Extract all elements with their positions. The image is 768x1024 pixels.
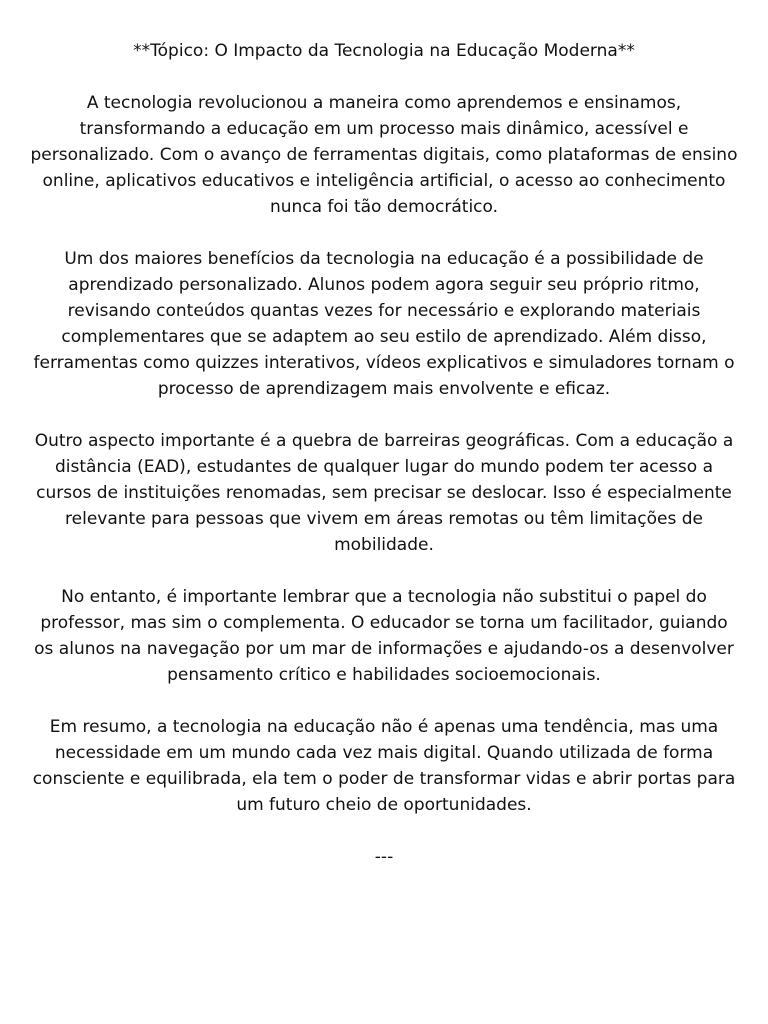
document-body <box>30 38 738 870</box>
paragraph-intro: A tecnologia revolucionou a maneira como aprendemos e ensinamos, transformando a educação em um processo mais dinâmico, acessível e personalizado. Com o avanço de ferramentas digitais, como plataformas de ensino online, aplicativos educativos e inteligência artificial, o acesso ao conhecimento nunca foi tão democrático. <box>30 93 738 217</box>
paragraph-geographic-barriers: Outro aspecto importante é a quebra de barreiras geográficas. Com a educação a distância (EAD), estudantes de qualquer lugar do mundo podem ter acesso a cursos de instituições renomadas, sem precisar se deslocar. Isso é especialmente relevante para pessoas que vivem em áreas remotas ou têm limitações de mobilidade. <box>34 431 734 555</box>
separator-line: --- <box>374 847 394 867</box>
paragraph-summary: Em resumo, a tecnologia na educação não é apenas uma tendência, mas uma necessidade em um mundo cada vez mais digital. Quando utilizada de forma consciente e equilibrada, ela tem o poder de transformar vidas e abrir portas para um futuro cheio de oportunidades. <box>32 717 736 815</box>
paragraph-personalized-learning: Um dos maiores benefícios da tecnologia na educação é a possibilidade de aprendizado personalizado. Alunos podem agora seguir seu próprio ritmo, revisando conteúdos quantas vezes for necessário e explorando materiais complementares que se adaptem ao seu estilo de aprendizado. Além disso, ferramentas como quizzes interativos, vídeos explicativos e simuladores tornam o processo de aprendizagem mais envolvente e eficaz. <box>33 249 735 399</box>
paragraph-teacher-role: No entanto, é importante lembrar que a tecnologia não substitui o papel do professor, mas sim o complementa. O educador se torna um facilitador, guiando os alunos na navegação por um mar de informações e ajudando-os a desenvolver pensamento crítico e habilidades socioemocionais. <box>34 587 734 685</box>
document-title: **Tópico: O Impacto da Tecnologia na Educação Moderna** <box>133 41 635 61</box>
